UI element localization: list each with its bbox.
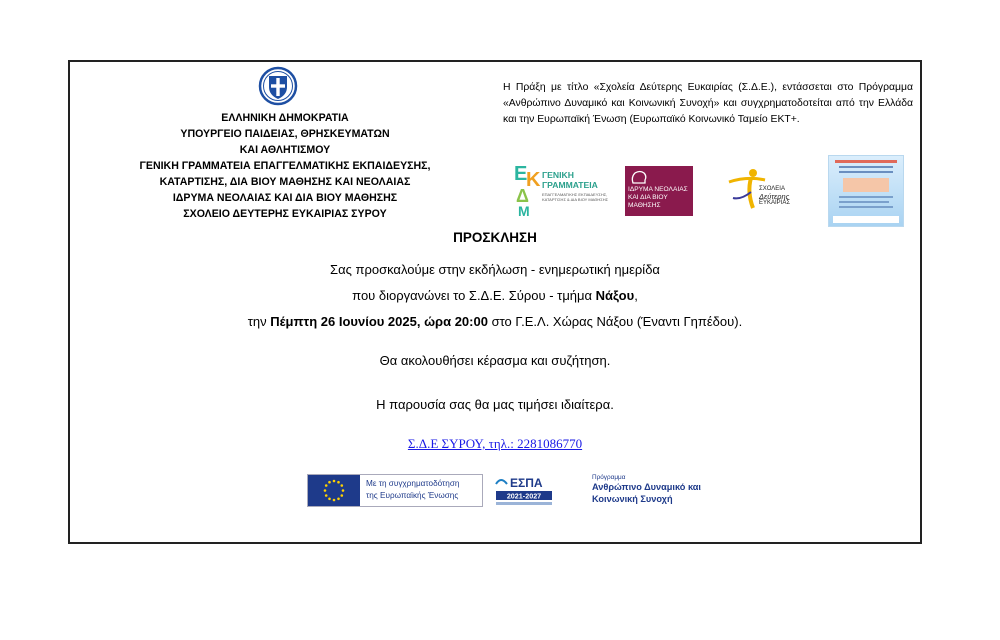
ministry-line: ΣΧΟΛΕΙΟ ΔΕΥΤΕΡΗΣ ΕΥΚΑΙΡΙΑΣ ΣΥΡΟΥ <box>183 208 387 220</box>
department-name: Νάξου <box>595 288 635 303</box>
ministry-line: ΥΠΟΥΡΓΕΙΟ ΠΑΙΔΕΙΑΣ, ΘΡΗΣΚΕΥΜΑΤΩΝ <box>180 128 390 140</box>
espa-label: ΕΣΠΑ <box>510 476 543 490</box>
programme-logo <box>592 474 732 505</box>
programme-name-line1: Ανθρώπινο Δυναμικό και <box>592 482 701 492</box>
ministry-line: ΙΔΡΥΜΑ ΝΕΟΛΑΙΑΣ ΚΑΙ ΔΙΑ ΒΙΟΥ ΜΑΘΗΣΗΣ <box>172 192 398 204</box>
programme-small-label: Πρόγραμμα <box>592 474 626 481</box>
eu-cofunding-line2: της Ευρωπαϊκής Ένωσης <box>366 491 459 500</box>
inedivim-head-icon <box>630 170 648 184</box>
invitation-line-4: Θα ακολουθήσει κέρασμα και συζήτηση. <box>379 353 611 368</box>
organizer-text: που διοργανώνει το Σ.Δ.Ε. Σύρου - τμήμα <box>352 288 596 303</box>
contact-link[interactable]: Σ.Δ.Ε ΣΥΡΟΥ, τηλ.: 2281086770 <box>407 436 583 451</box>
invitation-line-5: Η παρουσία σας θα μας τιμήσει ιδιαίτερα. <box>376 397 614 412</box>
invitation-title: ΠΡΟΣΚΛΗΣΗ <box>453 230 537 245</box>
invitation-line-1: Σας προσκαλούμε στην εκδήλωση - ενημερωτική ημερίδα <box>330 262 660 277</box>
svg-text:Μ: Μ <box>518 203 530 218</box>
general-secretariat-logo <box>512 156 618 218</box>
general-secretariat-sub2: ΚΑΤΑΡΤΙΣΗΣ & ΔΙΑ ΒΙΟΥ ΜΑΘΗΣΗΣ <box>542 197 609 202</box>
inedivim-logo <box>625 166 693 216</box>
date-prefix: την <box>247 314 271 329</box>
invitation-line-3 <box>70 314 920 329</box>
second-chance-schools-logo <box>727 168 799 212</box>
ministry-line: ΓΕΝΙΚΗ ΓΡΑΜΜΑΤΕΙΑ ΕΠΑΓΓΕΛΜΑΤΙΚΗΣ ΕΚΠΑΙΔΕΥΣΗΣ, <box>139 160 431 172</box>
second-chance-line3: ΕΥΚΑΙΡΙΑΣ <box>759 200 791 206</box>
inedivim-text: ΙΔΡΥΜΑ ΝΕΟΛΑΙΑΣ ΚΑΙ ΔΙΑ ΒΙΟΥ ΜΑΘΗΣΗΣ <box>628 186 688 209</box>
poster-image-icon <box>829 156 903 226</box>
espa-logo <box>493 474 555 508</box>
ministry-header <box>110 110 460 222</box>
ministry-line: ΚΑΙ ΑΘΛΗΤΙΣΜΟΥ <box>239 144 331 156</box>
eu-cofunding-line1: Με τη συγχρηματοδότηση <box>366 479 460 488</box>
general-secretariat-title: ΓΕΝΙΚΗ ΓΡΑΜΜΑΤΕΙΑ <box>542 170 598 190</box>
general-secretariat-sub1: ΕΠΑΓΓΕΛΜΑΤΙΚΗΣ ΕΚΠΑΙΔΕΥΣΗΣ, <box>542 192 608 197</box>
ministry-line: ΚΑΤΑΡΤΙΣΗΣ, ΔΙΑ ΒΙΟΥ ΜΑΘΗΣΗΣ ΚΑΙ ΝΕΟΛΑΙΑΣ <box>159 176 411 188</box>
ministry-line: ΕΛΛΗΝΙΚΗ ΔΗΜΟΚΡΑΤΙΑ <box>221 112 349 124</box>
eu-cofunding-logo <box>307 474 483 507</box>
programme-name-line2: Κοινωνική Συνοχή <box>592 493 673 504</box>
organizer-text-end: , <box>634 288 638 303</box>
event-venue: στο Γ.Ε.Λ. Χώρας Νάξου (Έναντι Γηπέδου). <box>487 314 743 329</box>
eu-cofunding-text <box>366 478 482 502</box>
svg-text:Δ: Δ <box>516 186 529 206</box>
second-chance-text <box>759 186 790 207</box>
hellenic-republic-emblem <box>258 66 298 106</box>
eu-flag-icon <box>308 475 360 506</box>
invitation-line-2 <box>70 288 920 303</box>
event-date-time: Πέμπτη 26 Ιουνίου 2025, ώρα 20:00 <box>270 314 488 329</box>
svg-text:Ε: Ε <box>514 163 528 185</box>
programme-poster-thumbnail <box>828 155 904 227</box>
contact-line <box>70 436 920 452</box>
svg-text:Κ: Κ <box>526 169 541 191</box>
funding-statement: Η Πράξη με τίτλο «Σχολεία Δεύτερης Ευκαιρίας (Σ.Δ.Ε.), εντάσσεται στο Πρόγραμμα «Ανθρώπινο Δυναμικό και Κοινωνική Συνοχή» και συγχρηματοδοτείται από την Ελλάδα και την Ευρωπαϊκή Ένωση (Ευρωπαϊκό Κοινωνικό Ταμείο ΕΚΤ+. <box>503 82 913 125</box>
second-chance-line1: ΣΧΟΛΕΙΑ <box>759 186 785 192</box>
second-chance-line2: Δεύτερης <box>759 192 790 201</box>
espa-mark-icon <box>493 474 555 508</box>
general-secretariat-subtitle <box>542 192 618 202</box>
espa-years: 2021-2027 <box>506 491 542 501</box>
